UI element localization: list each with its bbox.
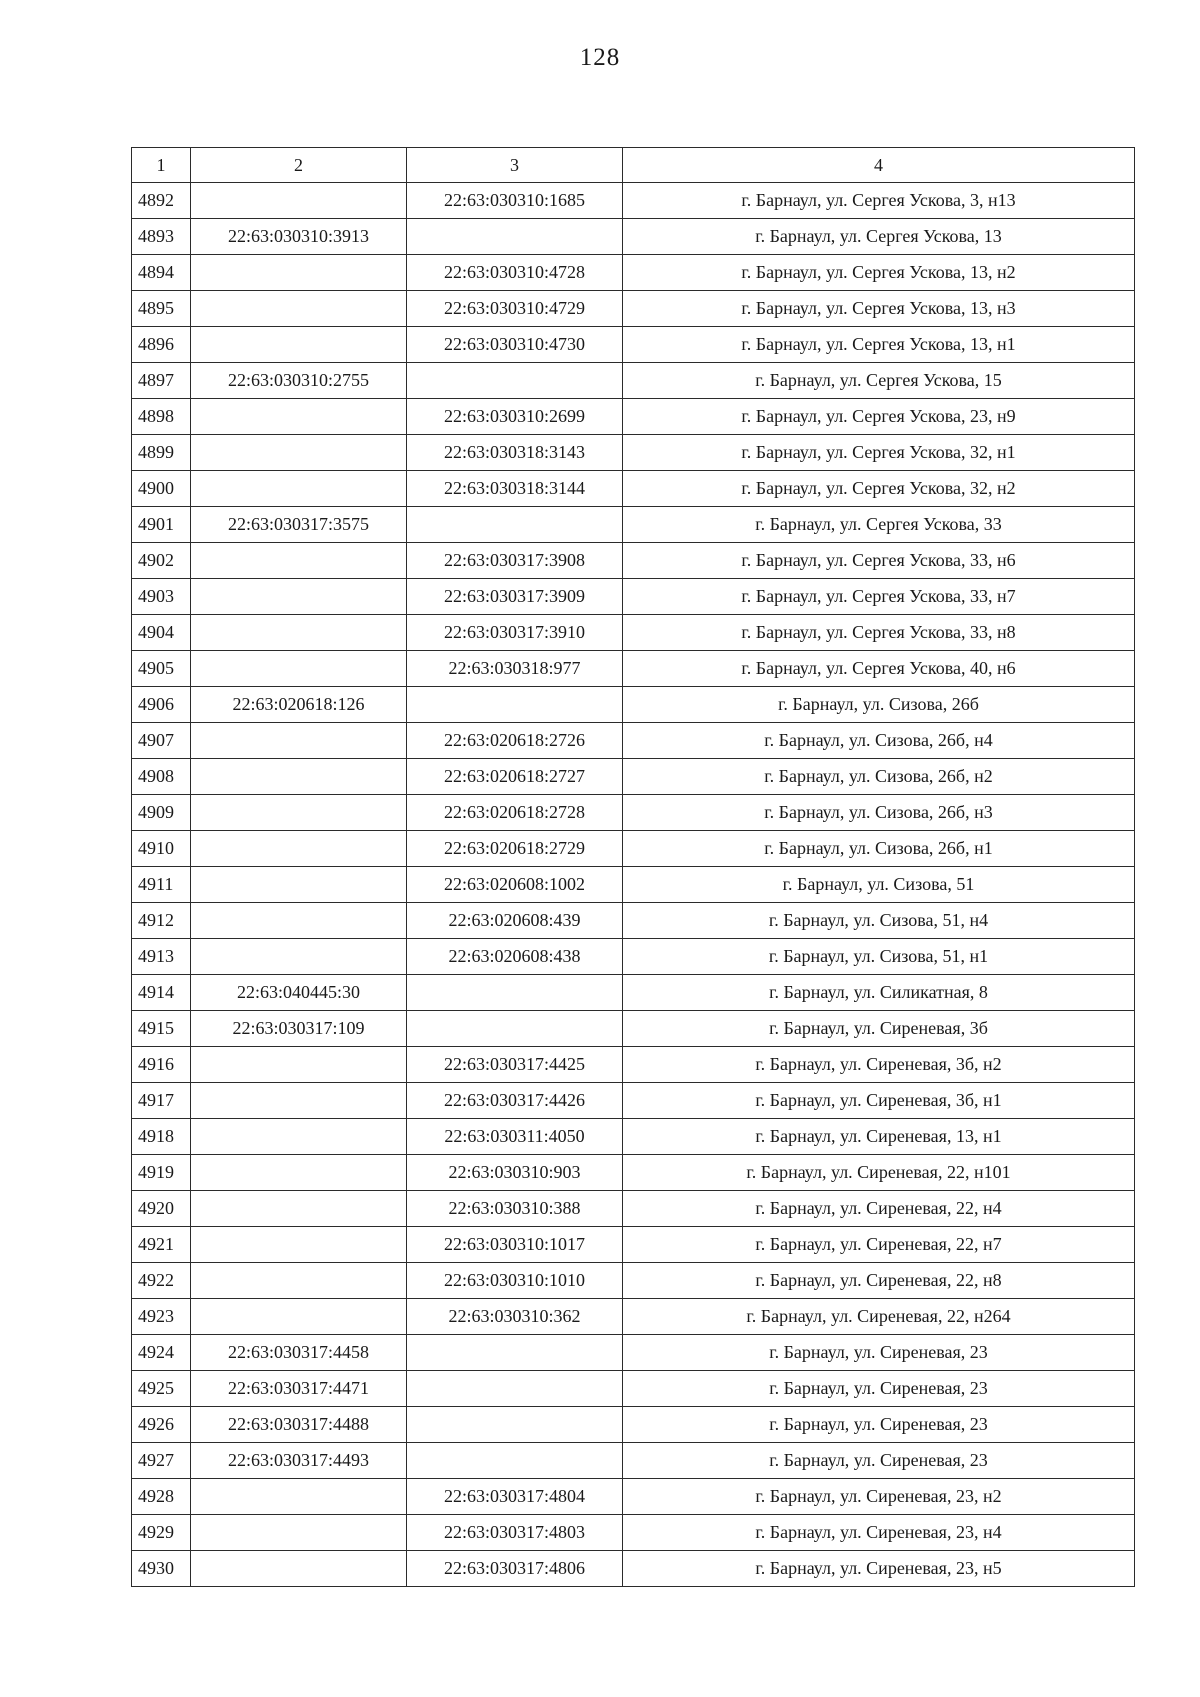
premises-cadastral-number-cell: 22:63:030317:4426 xyxy=(407,1083,623,1119)
table-row xyxy=(132,1299,1135,1335)
address-cell: г. Барнаул, ул. Сиреневая, 23, н4 xyxy=(623,1515,1135,1551)
cadastral-number-cell xyxy=(191,1227,407,1263)
cadastral-number-cell xyxy=(191,723,407,759)
address-cell: г. Барнаул, ул. Сергея Ускова, 15 xyxy=(623,363,1135,399)
premises-cadastral-number-cell: 22:63:030318:977 xyxy=(407,651,623,687)
row-number-cell: 4929 xyxy=(132,1515,191,1551)
cadastral-number-cell xyxy=(191,435,407,471)
premises-cadastral-number-cell: 22:63:030310:362 xyxy=(407,1299,623,1335)
address-cell: г. Барнаул, ул. Сиреневая, 22, н101 xyxy=(623,1155,1135,1191)
premises-cadastral-number-cell: 22:63:030310:4728 xyxy=(407,255,623,291)
table-row xyxy=(132,1155,1135,1191)
address-cell: г. Барнаул, ул. Сергея Ускова, 40, н6 xyxy=(623,651,1135,687)
table-row xyxy=(132,291,1135,327)
premises-cadastral-number-cell xyxy=(407,1011,623,1047)
row-number-cell: 4903 xyxy=(132,579,191,615)
table-row xyxy=(132,579,1135,615)
cadastral-number-cell: 22:63:030317:3575 xyxy=(191,507,407,543)
premises-cadastral-number-cell: 22:63:020608:438 xyxy=(407,939,623,975)
table-row xyxy=(132,1227,1135,1263)
address-cell: г. Барнаул, ул. Сергея Ускова, 13 xyxy=(623,219,1135,255)
address-cell: г. Барнаул, ул. Сиреневая, 23 xyxy=(623,1407,1135,1443)
table-row xyxy=(132,1083,1135,1119)
address-cell: г. Барнаул, ул. Сергея Ускова, 33, н7 xyxy=(623,579,1135,615)
table-row xyxy=(132,1047,1135,1083)
table-row xyxy=(132,435,1135,471)
premises-cadastral-number-cell: 22:63:030317:4804 xyxy=(407,1479,623,1515)
cadastral-number-cell xyxy=(191,471,407,507)
premises-cadastral-number-cell: 22:63:030310:1685 xyxy=(407,183,623,219)
table-row xyxy=(132,723,1135,759)
premises-cadastral-number-cell: 22:63:030310:1017 xyxy=(407,1227,623,1263)
premises-cadastral-number-cell: 22:63:030310:4729 xyxy=(407,291,623,327)
row-number-cell: 4927 xyxy=(132,1443,191,1479)
row-number-cell: 4899 xyxy=(132,435,191,471)
cadastral-number-cell xyxy=(191,903,407,939)
row-number-cell: 4912 xyxy=(132,903,191,939)
premises-cadastral-number-cell: 22:63:030310:1010 xyxy=(407,1263,623,1299)
address-cell: г. Барнаул, ул. Сиреневая, 22, н4 xyxy=(623,1191,1135,1227)
row-number-cell: 4892 xyxy=(132,183,191,219)
row-number-cell: 4900 xyxy=(132,471,191,507)
cadastral-number-cell xyxy=(191,1479,407,1515)
cadastral-number-cell xyxy=(191,651,407,687)
cadastral-number-cell xyxy=(191,615,407,651)
header-row xyxy=(132,148,1135,183)
address-cell: г. Барнаул, ул. Сиреневая, 22, н8 xyxy=(623,1263,1135,1299)
table-row xyxy=(132,687,1135,723)
row-number-cell: 4907 xyxy=(132,723,191,759)
cadastral-number-cell xyxy=(191,183,407,219)
row-number-cell: 4908 xyxy=(132,759,191,795)
address-cell: г. Барнаул, ул. Сизова, 26б, н4 xyxy=(623,723,1135,759)
row-number-cell: 4926 xyxy=(132,1407,191,1443)
table-row xyxy=(132,1119,1135,1155)
premises-cadastral-number-cell: 22:63:030310:4730 xyxy=(407,327,623,363)
row-number-cell: 4918 xyxy=(132,1119,191,1155)
cadastral-number-cell xyxy=(191,1083,407,1119)
address-cell: г. Барнаул, ул. Сизова, 26б, н2 xyxy=(623,759,1135,795)
address-cell: г. Барнаул, ул. Сиреневая, 3б, н2 xyxy=(623,1047,1135,1083)
address-cell: г. Барнаул, ул. Сизова, 26б, н1 xyxy=(623,831,1135,867)
row-number-cell: 4898 xyxy=(132,399,191,435)
table-row xyxy=(132,1371,1135,1407)
address-cell: г. Барнаул, ул. Сергея Ускова, 13, н3 xyxy=(623,291,1135,327)
table-row xyxy=(132,399,1135,435)
table-body xyxy=(132,183,1135,1587)
row-number-cell: 4925 xyxy=(132,1371,191,1407)
cadastral-number-cell xyxy=(191,1155,407,1191)
row-number-cell: 4910 xyxy=(132,831,191,867)
premises-cadastral-number-cell: 22:63:030317:4425 xyxy=(407,1047,623,1083)
address-cell: г. Барнаул, ул. Сиреневая, 23 xyxy=(623,1335,1135,1371)
cadastral-number-cell xyxy=(191,795,407,831)
premises-cadastral-number-cell xyxy=(407,1335,623,1371)
cadastral-number-cell xyxy=(191,1119,407,1155)
table-row xyxy=(132,975,1135,1011)
premises-cadastral-number-cell: 22:63:030317:3910 xyxy=(407,615,623,651)
row-number-cell: 4893 xyxy=(132,219,191,255)
table-row xyxy=(132,1011,1135,1047)
table-row xyxy=(132,183,1135,219)
table-row xyxy=(132,1191,1135,1227)
row-number-cell: 4909 xyxy=(132,795,191,831)
address-cell: г. Барнаул, ул. Сергея Ускова, 33, н8 xyxy=(623,615,1135,651)
row-number-cell: 4902 xyxy=(132,543,191,579)
premises-cadastral-number-cell xyxy=(407,219,623,255)
premises-cadastral-number-cell: 22:63:030318:3144 xyxy=(407,471,623,507)
row-number-cell: 4896 xyxy=(132,327,191,363)
premises-cadastral-number-cell xyxy=(407,507,623,543)
address-cell: г. Барнаул, ул. Сергея Ускова, 3, н13 xyxy=(623,183,1135,219)
cadastral-number-cell xyxy=(191,759,407,795)
address-cell: г. Барнаул, ул. Сизова, 51, н1 xyxy=(623,939,1135,975)
address-cell: г. Барнаул, ул. Сиреневая, 23, н5 xyxy=(623,1551,1135,1587)
address-cell: г. Барнаул, ул. Сергея Ускова, 33 xyxy=(623,507,1135,543)
table-row xyxy=(132,651,1135,687)
column-header-3: 3 xyxy=(407,148,623,183)
column-header-2: 2 xyxy=(191,148,407,183)
table-row xyxy=(132,615,1135,651)
table-row xyxy=(132,363,1135,399)
cadastral-number-cell xyxy=(191,1299,407,1335)
table-row xyxy=(132,1443,1135,1479)
cadastral-number-cell: 22:63:030317:4488 xyxy=(191,1407,407,1443)
premises-cadastral-number-cell: 22:63:020618:2728 xyxy=(407,795,623,831)
cadastral-number-cell xyxy=(191,399,407,435)
premises-cadastral-number-cell: 22:63:030317:4806 xyxy=(407,1551,623,1587)
row-number-cell: 4924 xyxy=(132,1335,191,1371)
premises-cadastral-number-cell: 22:63:030317:4803 xyxy=(407,1515,623,1551)
cadastral-number-cell: 22:63:040445:30 xyxy=(191,975,407,1011)
cadastral-number-cell xyxy=(191,867,407,903)
cadastral-number-cell xyxy=(191,579,407,615)
cadastral-number-cell xyxy=(191,831,407,867)
row-number-cell: 4923 xyxy=(132,1299,191,1335)
cadastral-number-cell: 22:63:030317:4493 xyxy=(191,1443,407,1479)
address-cell: г. Барнаул, ул. Сиреневая, 13, н1 xyxy=(623,1119,1135,1155)
cadastral-number-cell xyxy=(191,291,407,327)
table-row xyxy=(132,1407,1135,1443)
register-table xyxy=(131,147,1135,1587)
address-cell: г. Барнаул, ул. Сергея Ускова, 33, н6 xyxy=(623,543,1135,579)
premises-cadastral-number-cell xyxy=(407,1443,623,1479)
premises-cadastral-number-cell: 22:63:030317:3909 xyxy=(407,579,623,615)
table-row xyxy=(132,543,1135,579)
table-row xyxy=(132,939,1135,975)
address-cell: г. Барнаул, ул. Сергея Ускова, 32, н2 xyxy=(623,471,1135,507)
row-number-cell: 4930 xyxy=(132,1551,191,1587)
row-number-cell: 4911 xyxy=(132,867,191,903)
row-number-cell: 4921 xyxy=(132,1227,191,1263)
table-row xyxy=(132,471,1135,507)
table-row xyxy=(132,1479,1135,1515)
page-number: 128 xyxy=(579,44,621,71)
table-row xyxy=(132,903,1135,939)
cadastral-number-cell: 22:63:030310:3913 xyxy=(191,219,407,255)
row-number-cell: 4915 xyxy=(132,1011,191,1047)
premises-cadastral-number-cell: 22:63:030317:3908 xyxy=(407,543,623,579)
cadastral-number-cell xyxy=(191,1191,407,1227)
table-row xyxy=(132,867,1135,903)
row-number-cell: 4895 xyxy=(132,291,191,327)
address-cell: г. Барнаул, ул. Сизова, 26б xyxy=(623,687,1135,723)
cadastral-number-cell: 22:63:030317:109 xyxy=(191,1011,407,1047)
address-cell: г. Барнаул, ул. Сергея Ускова, 23, н9 xyxy=(623,399,1135,435)
address-cell: г. Барнаул, ул. Сиреневая, 22, н7 xyxy=(623,1227,1135,1263)
address-cell: г. Барнаул, ул. Силикатная, 8 xyxy=(623,975,1135,1011)
premises-cadastral-number-cell: 22:63:030311:4050 xyxy=(407,1119,623,1155)
cadastral-number-cell: 22:63:030317:4471 xyxy=(191,1371,407,1407)
address-cell: г. Барнаул, ул. Сизова, 51 xyxy=(623,867,1135,903)
row-number-cell: 4905 xyxy=(132,651,191,687)
row-number-cell: 4901 xyxy=(132,507,191,543)
table-row xyxy=(132,327,1135,363)
table-row xyxy=(132,795,1135,831)
table-row xyxy=(132,759,1135,795)
cadastral-number-cell xyxy=(191,1515,407,1551)
table-row xyxy=(132,1263,1135,1299)
premises-cadastral-number-cell: 22:63:030310:2699 xyxy=(407,399,623,435)
table-row xyxy=(132,1551,1135,1587)
cadastral-number-cell xyxy=(191,939,407,975)
cadastral-number-cell xyxy=(191,327,407,363)
table-row xyxy=(132,255,1135,291)
cadastral-number-cell xyxy=(191,1047,407,1083)
row-number-cell: 4894 xyxy=(132,255,191,291)
address-cell: г. Барнаул, ул. Сиреневая, 23 xyxy=(623,1443,1135,1479)
row-number-cell: 4920 xyxy=(132,1191,191,1227)
column-header-1: 1 xyxy=(132,148,191,183)
row-number-cell: 4916 xyxy=(132,1047,191,1083)
row-number-cell: 4922 xyxy=(132,1263,191,1299)
address-cell: г. Барнаул, ул. Сиреневая, 22, н264 xyxy=(623,1299,1135,1335)
cadastral-number-cell xyxy=(191,1263,407,1299)
address-cell: г. Барнаул, ул. Сизова, 26б, н3 xyxy=(623,795,1135,831)
row-number-cell: 4919 xyxy=(132,1155,191,1191)
row-number-cell: 4904 xyxy=(132,615,191,651)
premises-cadastral-number-cell: 22:63:020618:2727 xyxy=(407,759,623,795)
premises-cadastral-number-cell xyxy=(407,975,623,1011)
column-header-4: 4 xyxy=(623,148,1135,183)
address-cell: г. Барнаул, ул. Сиреневая, 23, н2 xyxy=(623,1479,1135,1515)
row-number-cell: 4914 xyxy=(132,975,191,1011)
premises-cadastral-number-cell: 22:63:020618:2729 xyxy=(407,831,623,867)
premises-cadastral-number-cell: 22:63:020608:1002 xyxy=(407,867,623,903)
row-number-cell: 4928 xyxy=(132,1479,191,1515)
premises-cadastral-number-cell: 22:63:020608:439 xyxy=(407,903,623,939)
address-cell: г. Барнаул, ул. Сиреневая, 23 xyxy=(623,1371,1135,1407)
premises-cadastral-number-cell xyxy=(407,1371,623,1407)
address-cell: г. Барнаул, ул. Сиреневая, 3б, н1 xyxy=(623,1083,1135,1119)
address-cell: г. Барнаул, ул. Сизова, 51, н4 xyxy=(623,903,1135,939)
table-row xyxy=(132,831,1135,867)
table-row xyxy=(132,1335,1135,1371)
address-cell: г. Барнаул, ул. Сергея Ускова, 32, н1 xyxy=(623,435,1135,471)
table-row xyxy=(132,507,1135,543)
address-cell: г. Барнаул, ул. Сергея Ускова, 13, н1 xyxy=(623,327,1135,363)
address-cell: г. Барнаул, ул. Сиреневая, 3б xyxy=(623,1011,1135,1047)
premises-cadastral-number-cell xyxy=(407,1407,623,1443)
table-row xyxy=(132,1515,1135,1551)
row-number-cell: 4897 xyxy=(132,363,191,399)
cadastral-number-cell: 22:63:020618:126 xyxy=(191,687,407,723)
premises-cadastral-number-cell xyxy=(407,363,623,399)
row-number-cell: 4906 xyxy=(132,687,191,723)
premises-cadastral-number-cell: 22:63:030310:903 xyxy=(407,1155,623,1191)
cadastral-number-cell: 22:63:030317:4458 xyxy=(191,1335,407,1371)
premises-cadastral-number-cell: 22:63:030310:388 xyxy=(407,1191,623,1227)
row-number-cell: 4913 xyxy=(132,939,191,975)
table-row xyxy=(132,219,1135,255)
cadastral-number-cell: 22:63:030310:2755 xyxy=(191,363,407,399)
row-number-cell: 4917 xyxy=(132,1083,191,1119)
premises-cadastral-number-cell xyxy=(407,687,623,723)
address-cell: г. Барнаул, ул. Сергея Ускова, 13, н2 xyxy=(623,255,1135,291)
cadastral-number-cell xyxy=(191,255,407,291)
premises-cadastral-number-cell: 22:63:020618:2726 xyxy=(407,723,623,759)
cadastral-number-cell xyxy=(191,1551,407,1587)
premises-cadastral-number-cell: 22:63:030318:3143 xyxy=(407,435,623,471)
cadastral-number-cell xyxy=(191,543,407,579)
